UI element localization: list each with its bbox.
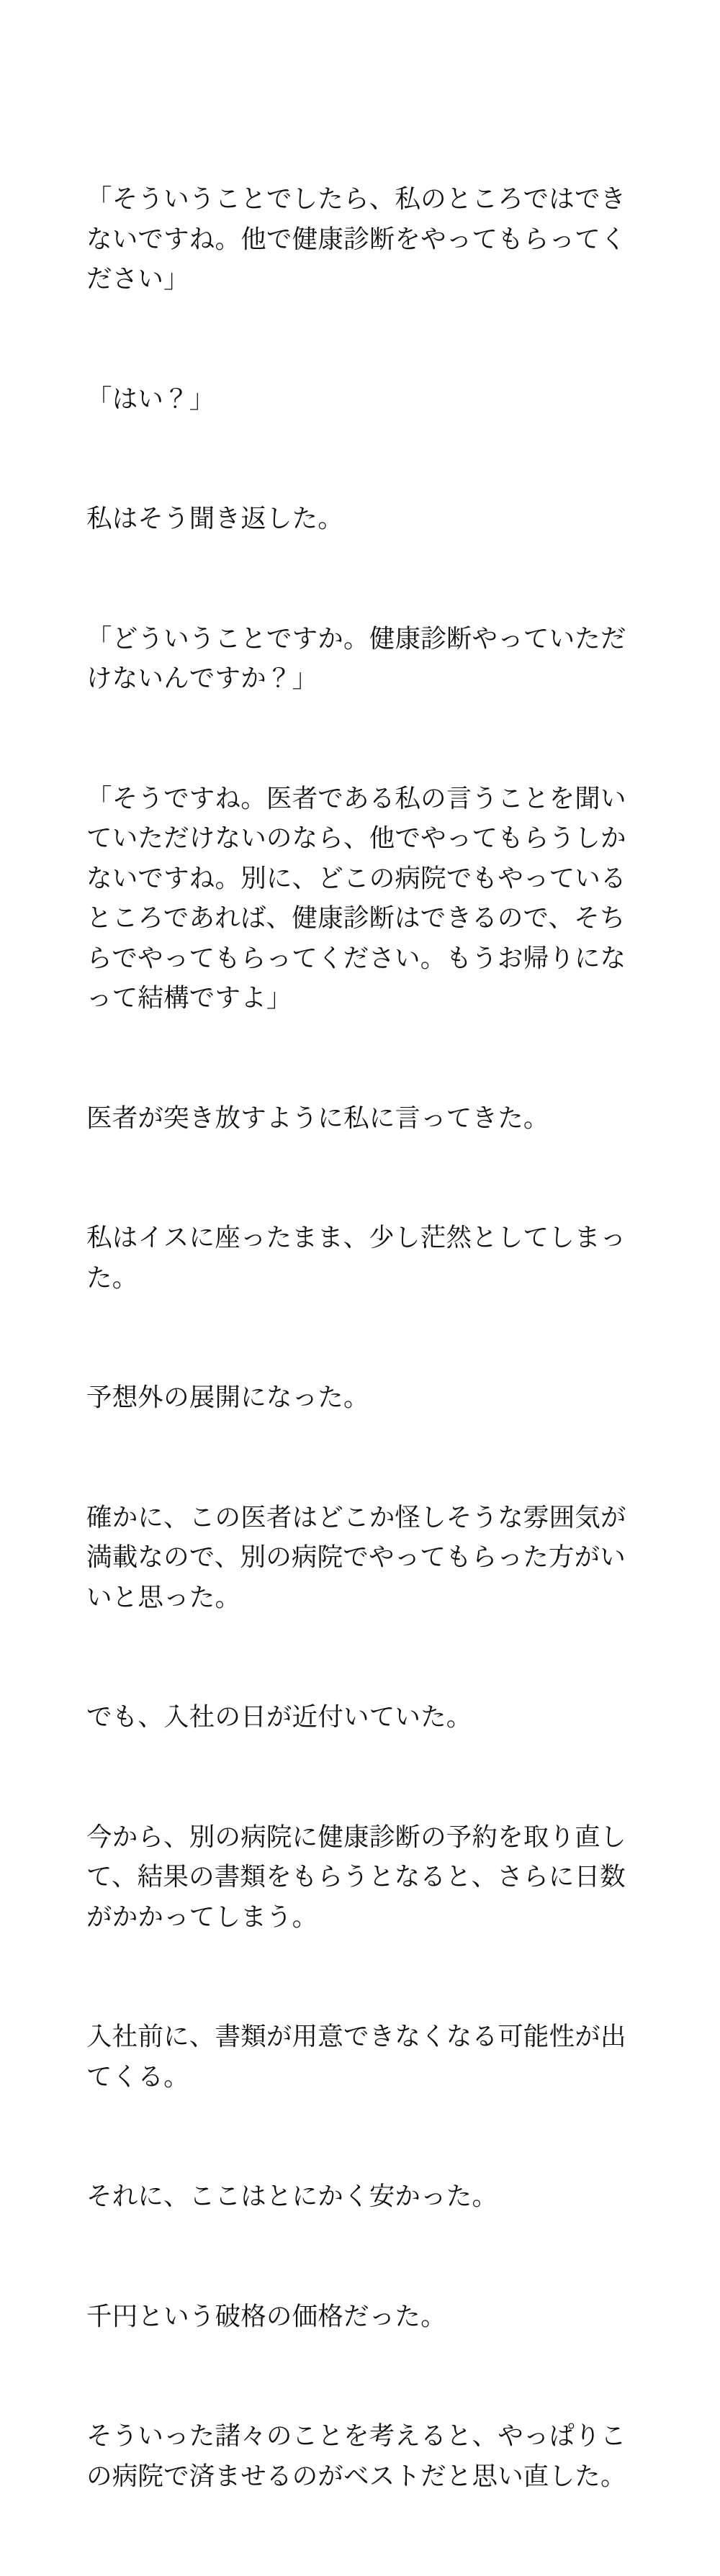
paragraph: そういった諸々のことを考えると、やっぱりこの病院で済ませるのがベストだと思い直した。 xyxy=(86,2421,626,2490)
paragraph: それに、ここはとにかく安かった。 xyxy=(86,2182,498,2210)
paragraph: 千円という破格の価格だった。 xyxy=(86,2301,446,2331)
document-text-block xyxy=(86,99,634,2576)
paragraph: 私はそう聞き返した。 xyxy=(86,504,344,533)
paragraph: 「そういうことでしたら、私のところではできないですね。他で健康診断をやってもらってください」 xyxy=(86,184,626,293)
paragraph: 確かに、この医者はどこか怪しそうな雰囲気が満載なので、別の病院でやってもらった方がいいと思った。 xyxy=(86,1502,626,1612)
paragraph: 私はイスに座ったまま、少し茫然としてしまった。 xyxy=(86,1223,626,1292)
paragraph: 医者が突き放すように私に言ってきた。 xyxy=(86,1103,549,1132)
paragraph: 予想外の展開になった。 xyxy=(86,1383,369,1411)
paragraph: でも、入社の日が近付いていた。 xyxy=(86,1702,472,1731)
paragraph: 「どういうことですか。健康診断やっていただけないんですか？」 xyxy=(86,623,626,692)
paragraph: 「はい？」 xyxy=(86,384,215,413)
paragraph: 入社前に、書類が用意できなくなる可能性が出てくる。 xyxy=(86,2022,626,2091)
paragraph: 今から、別の病院に健康診断の予約を取り直して、結果の書類をもらうとなると、さらに日数がかかってしまう。 xyxy=(86,1822,626,1931)
paragraph: 「そうですね。医者である私の言うことを聞いていただけないのなら、他でやってもらうしかないですね。別に、どこの病院でもやっているところであれば、健康診断はできるので、そちらでやってもらってください。もうお帰りになって結構ですよ」 xyxy=(86,783,626,1012)
